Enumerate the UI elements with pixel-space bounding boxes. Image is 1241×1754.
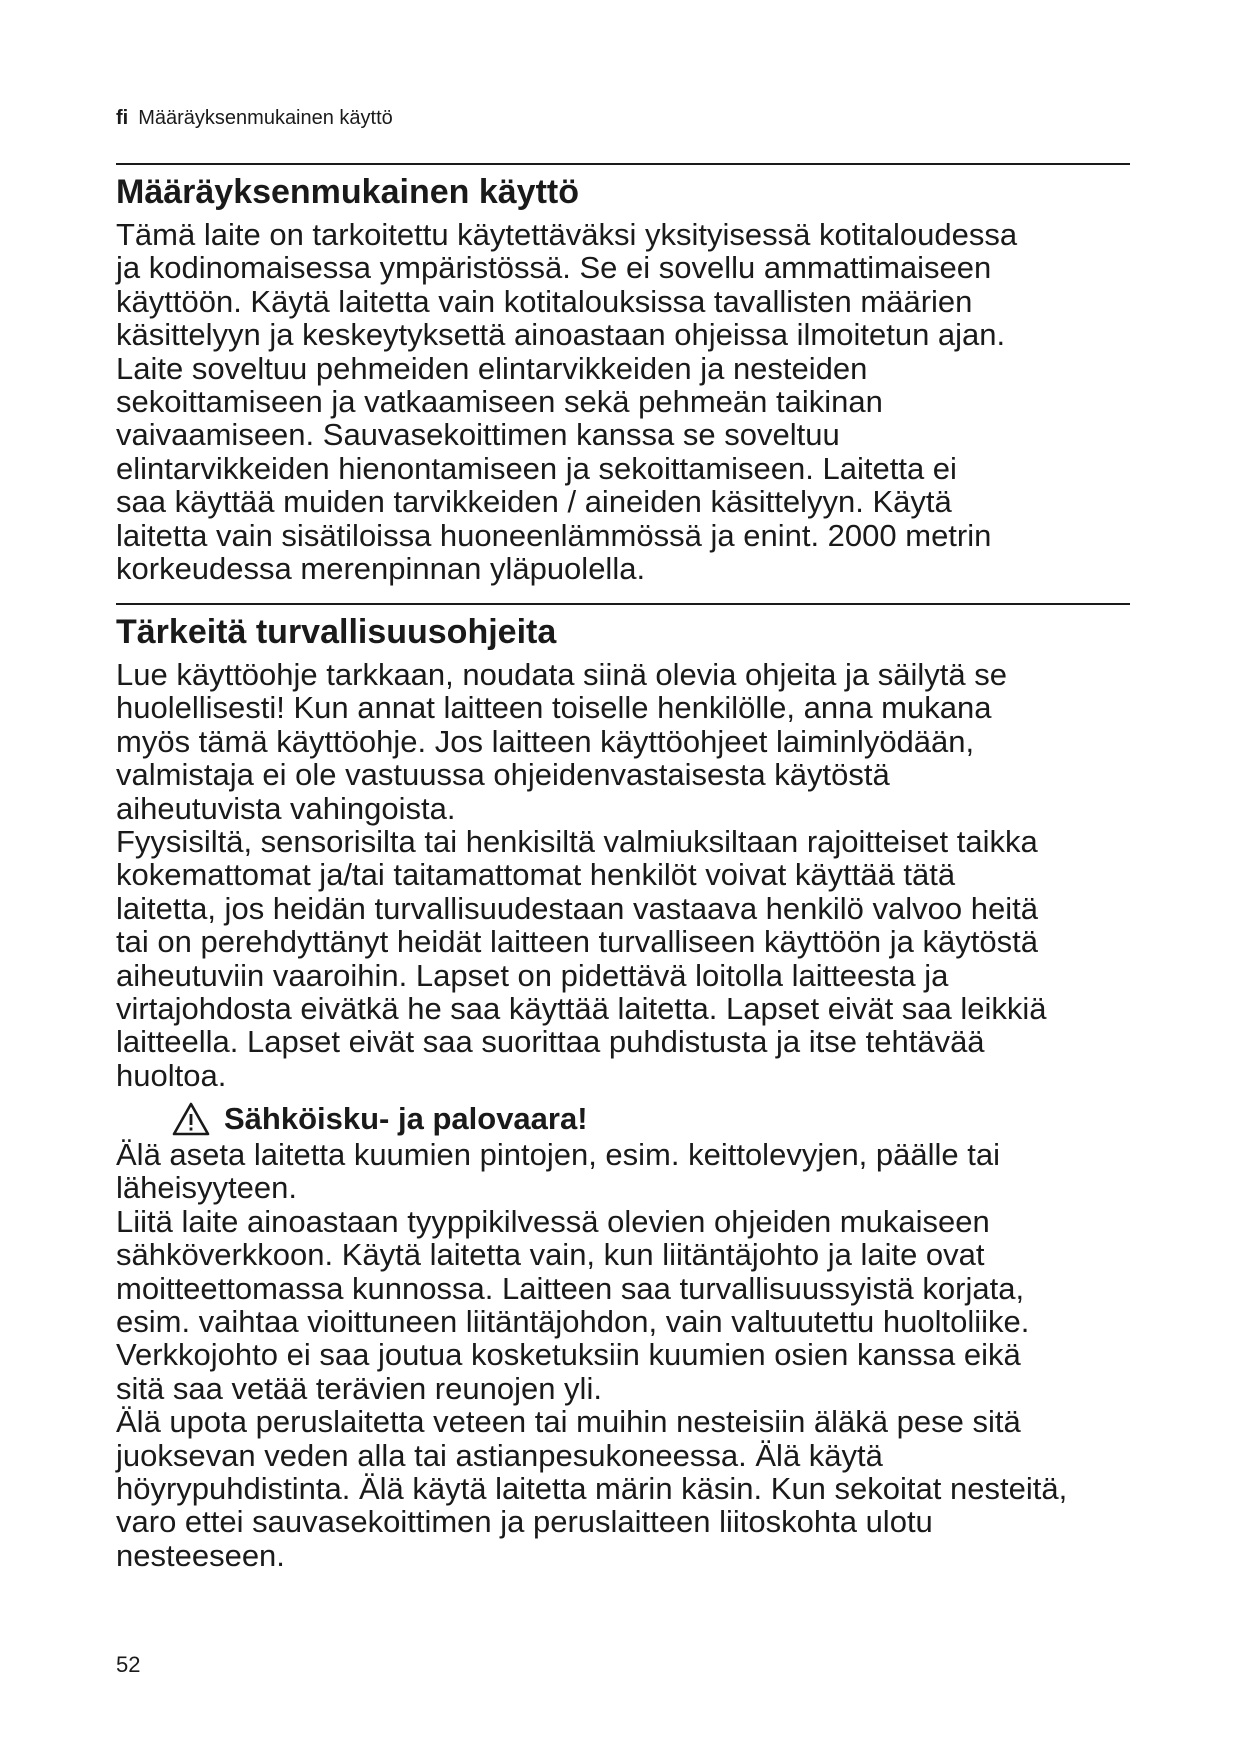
intended-use-text [116, 218, 1136, 585]
paragraph-line: korkeudessa merenpinnan yläpuolella. [116, 551, 646, 587]
paragraph-line: varo ettei sauvasekoittimen ja peruslaitteen liitoskohta ulotu [116, 1504, 933, 1540]
paragraph-line: esim. vaihtaa vioittuneen liitäntäjohdon, vain valtuutettu huoltoliike. [116, 1304, 1030, 1340]
paragraph-line: laitteella. Lapset eivät saa suorittaa puhdistusta ja itse tehtävää [116, 1024, 985, 1060]
paragraph-line: juoksevan veden alla tai astianpesukoneessa. Älä käytä [116, 1437, 883, 1473]
paragraph-line: Verkkojohto ei saa joutua kosketuksiin kuumien osien kanssa eikä [116, 1337, 1021, 1373]
paragraph-line: Liitä laite ainoastaan tyyppikilvessä olevien ohjeiden mukaiseen [116, 1203, 990, 1239]
warning-triangle-icon [172, 1102, 210, 1136]
paragraph-line: nesteeseen. [116, 1537, 285, 1573]
paragraph-line: myös tämä käyttöohje. Jos laitteen käyttöohjeet laiminlyödään, [116, 723, 975, 759]
language-code: fi [116, 107, 129, 129]
paragraph-line: Laite soveltuu pehmeiden elintarvikkeiden ja nesteiden [116, 350, 868, 386]
running-header-title: Määräyksenmukainen käyttö [138, 107, 393, 129]
section-divider [116, 163, 1130, 165]
paragraph-line: elintarvikkeiden hienontamiseen ja sekoittamiseen. Laitetta ei [116, 450, 957, 486]
paragraph-line: moitteettomassa kunnossa. Laitteen saa turvallisuussyistä korjata, [116, 1270, 1025, 1306]
paragraph-line: Fyysisiltä, sensorisilta tai henkisiltä valmiuksiltaan rajoitteiset taikka [116, 824, 1038, 860]
paragraph-line: sekoittamiseen ja vatkaamiseen sekä pehmeän taikinan [116, 384, 883, 420]
warning-heading [172, 1101, 588, 1137]
paragraph-line: vaivaamiseen. Sauvasekoittimen kanssa se soveltuu [116, 417, 840, 453]
paragraph-line: ja kodinomaisessa ympäristössä. Se ei sovellu ammattimaiseen [116, 250, 992, 286]
paragraph-line: läheisyyteen. [116, 1170, 297, 1206]
paragraph-line: tai on perehdyttänyt heidät laitteen turvalliseen käyttöön ja käytöstä [116, 924, 1038, 960]
paragraph-line: Älä upota peruslaitetta veteen tai muihin nesteisiin äläkä pese sitä [116, 1404, 1021, 1440]
paragraph-line: kokemattomat ja/tai taitamattomat henkilöt voivat käyttää tätä [116, 857, 956, 893]
paragraph-line: sitä saa vetää terävien reunojen yli. [116, 1370, 602, 1406]
paragraph-line: aiheutuviin vaaroihin. Lapset on pidettävä loitolla laitteesta ja [116, 957, 949, 993]
paragraph-line: käyttöön. Käytä laitetta vain kotitalouksissa tavallisten määrien [116, 283, 973, 319]
paragraph-line: Älä aseta laitetta kuumien pintojen, esim. keittolevyjen, päälle tai [116, 1137, 1000, 1172]
warning-title: Sähköisku- ja palovaara! [224, 1101, 588, 1136]
paragraph-line: virtajohdosta eivätkä he saa käyttää laitetta. Lapset eivät saa leikkiä [116, 991, 1047, 1027]
paragraph-line: huoltoa. [116, 1057, 227, 1093]
paragraph-line: Lue käyttöohje tarkkaan, noudata siinä olevia ohjeita ja säilytä se [116, 657, 1007, 692]
paragraph-line: laitetta vain sisätiloissa huoneenlämmössä ja enint. 2000 metrin [116, 517, 992, 553]
warning-text [116, 1138, 1136, 1572]
paragraph-line: Tämä laite on tarkoitettu käytettäväksi yksityisessä kotitaloudessa [116, 217, 1018, 252]
paragraph-line: laitetta, jos heidän turvallisuudestaan vastaava henkilö valvoo heitä [116, 890, 1038, 926]
paragraph-line: valmistaja ei ole vastuussa ohjeidenvastaisesta käytöstä [116, 757, 890, 793]
safety-text [116, 658, 1136, 1092]
paragraph-line: höyrypuhdistinta. Älä käytä laitetta märin käsin. Kun sekoitat nesteitä, [116, 1471, 1068, 1507]
running-header [116, 106, 393, 130]
paragraph-line: aiheutuvista vahingoista. [116, 790, 456, 826]
section-title-safety: Tärkeitä turvallisuusohjeita [116, 613, 557, 651]
paragraph-line: saa käyttää muiden tarvikkeiden / aineiden käsittelyyn. Käytä [116, 484, 952, 520]
section-divider [116, 603, 1130, 605]
paragraph-line: sähköverkkoon. Käytä laitetta vain, kun liitäntäjohto ja laite ovat [116, 1237, 985, 1273]
paragraph-line: huolellisesti! Kun annat laitteen toiselle henkilölle, anna mukana [116, 690, 992, 726]
paragraph-line: käsittelyyn ja keskeytyksettä ainoastaan ohjeissa ilmoitetun ajan. [116, 317, 1006, 353]
page-number: 52 [116, 1652, 141, 1677]
section-title-intended-use: Määräyksenmukainen käyttö [116, 173, 579, 211]
